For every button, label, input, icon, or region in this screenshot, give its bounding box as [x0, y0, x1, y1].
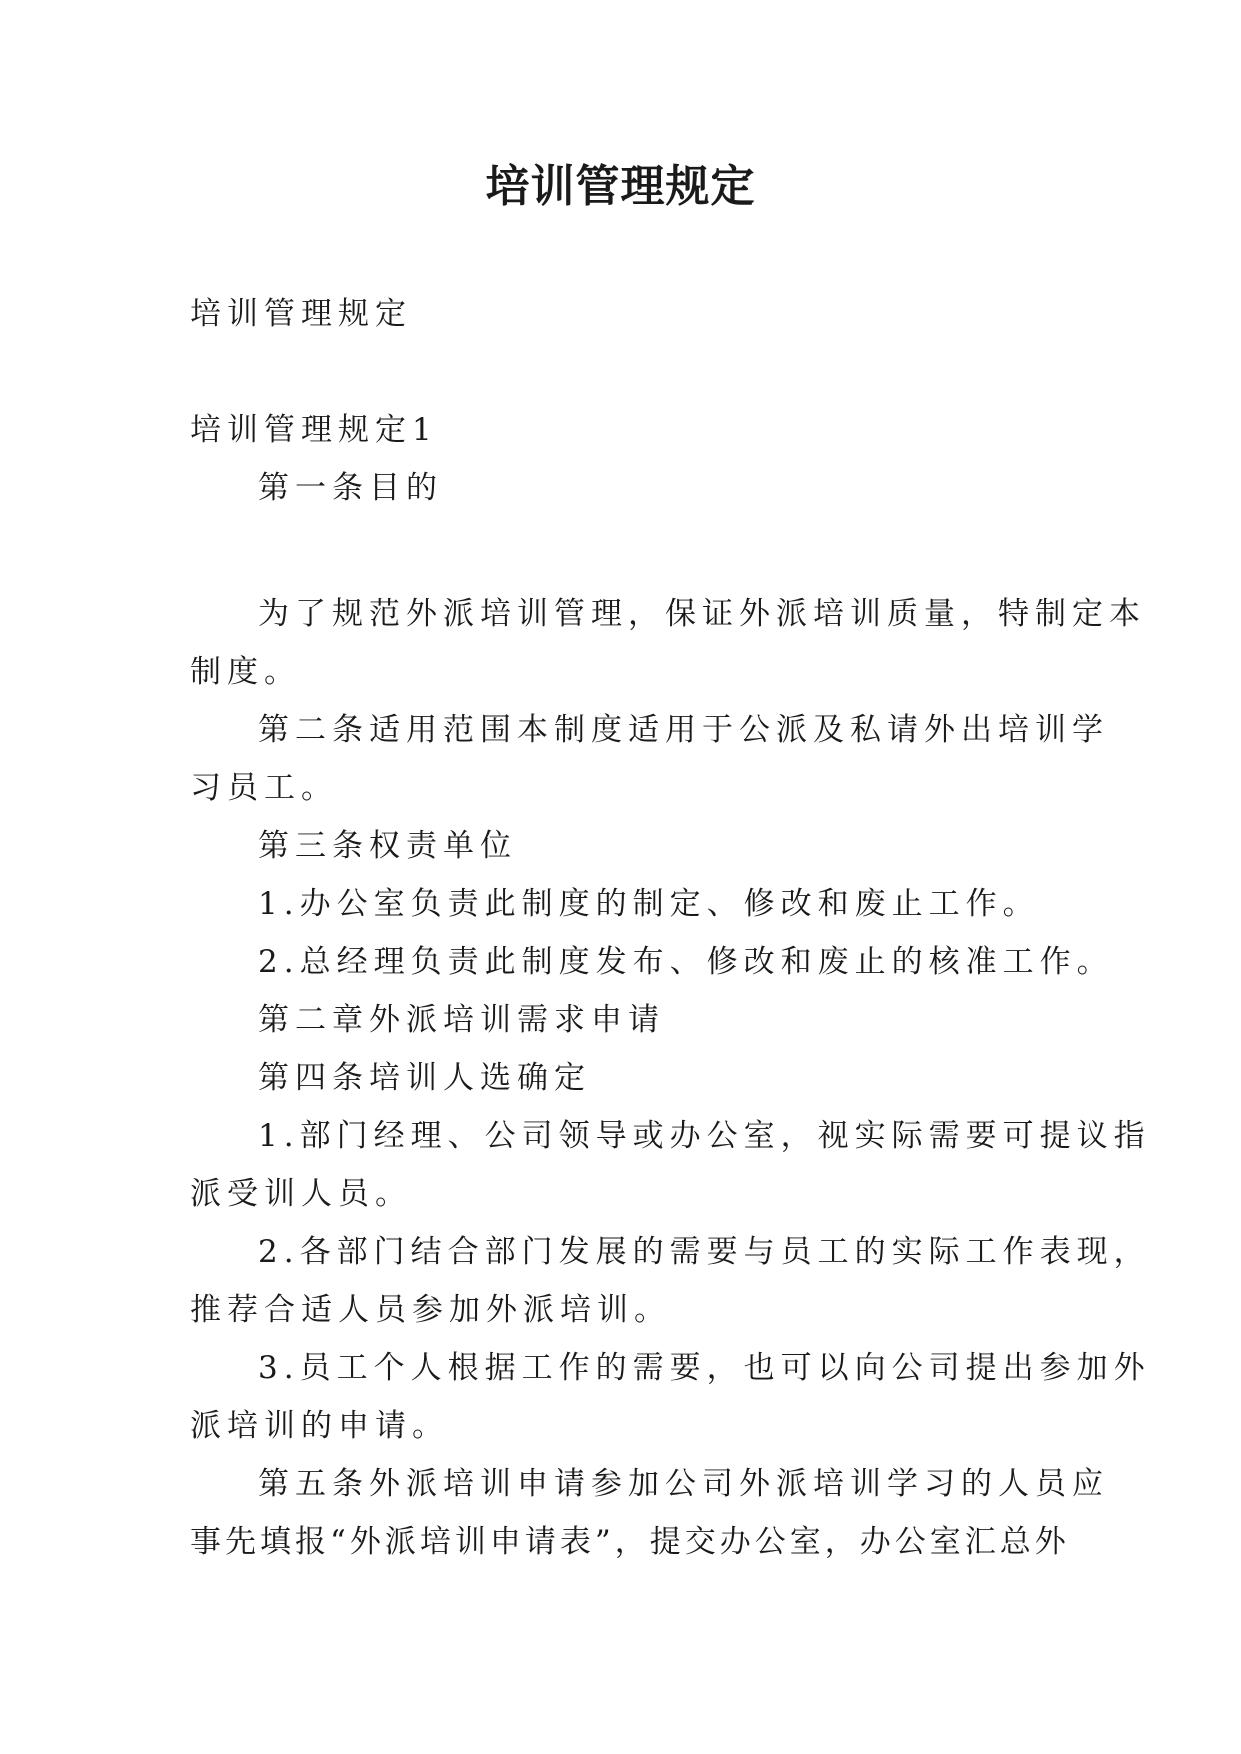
- article4-item3-line2: 派培训的申请。: [190, 1408, 449, 1444]
- spacer: [190, 343, 1060, 397]
- article4-item1-line2: 派受训人员。: [190, 1176, 412, 1212]
- article4-item2-line2: 推荐合适人员参加外派培训。: [190, 1292, 671, 1328]
- document-title: 培训管理规定: [485, 161, 756, 212]
- article1-heading: 第一条目的: [258, 470, 443, 506]
- article3-item2: 2.总经理负责此制度发布、修改和废止的核准工作。: [258, 944, 1114, 980]
- article4-heading: 第四条培训人选确定: [258, 1060, 591, 1096]
- article2-line1: 第二条适用范围本制度适用于公派及私请外出培训学: [258, 712, 1109, 748]
- article4-item2-line1: 2.各部门结合部门发展的需要与员工的实际工作表现，: [258, 1234, 1151, 1270]
- article3-heading: 第三条权责单位: [258, 828, 517, 864]
- document-subtitle: 培训管理规定: [190, 296, 412, 332]
- document-body: [190, 285, 1151, 1571]
- article4-item3-line1: 3.员工个人根据工作的需要，也可以向公司提出参加外: [258, 1350, 1151, 1386]
- section-heading: 培训管理规定1: [190, 412, 438, 448]
- chapter2-heading: 第二章外派培训需求申请: [258, 1002, 665, 1038]
- spacer: [190, 517, 1060, 575]
- article4-item1-line1: 1.部门经理、公司领导或办公室，视实际需要可提议指: [258, 1118, 1151, 1154]
- article5-line1: 第五条外派培训申请参加公司外派培训学习的人员应: [258, 1466, 1109, 1502]
- article3-item1: 1.办公室负责此制度的制定、修改和废止工作。: [258, 886, 1040, 922]
- article1-paragraph-line2: 制度。: [190, 654, 301, 690]
- article5-line2: 事先填报“外派培训申请表”，提交办公室，办公室汇总外: [190, 1524, 1070, 1560]
- article1-paragraph-line1: 为了规范外派培训管理，保证外派培训质量，特制定本: [258, 596, 1146, 632]
- article2-line2: 习员工。: [190, 770, 338, 806]
